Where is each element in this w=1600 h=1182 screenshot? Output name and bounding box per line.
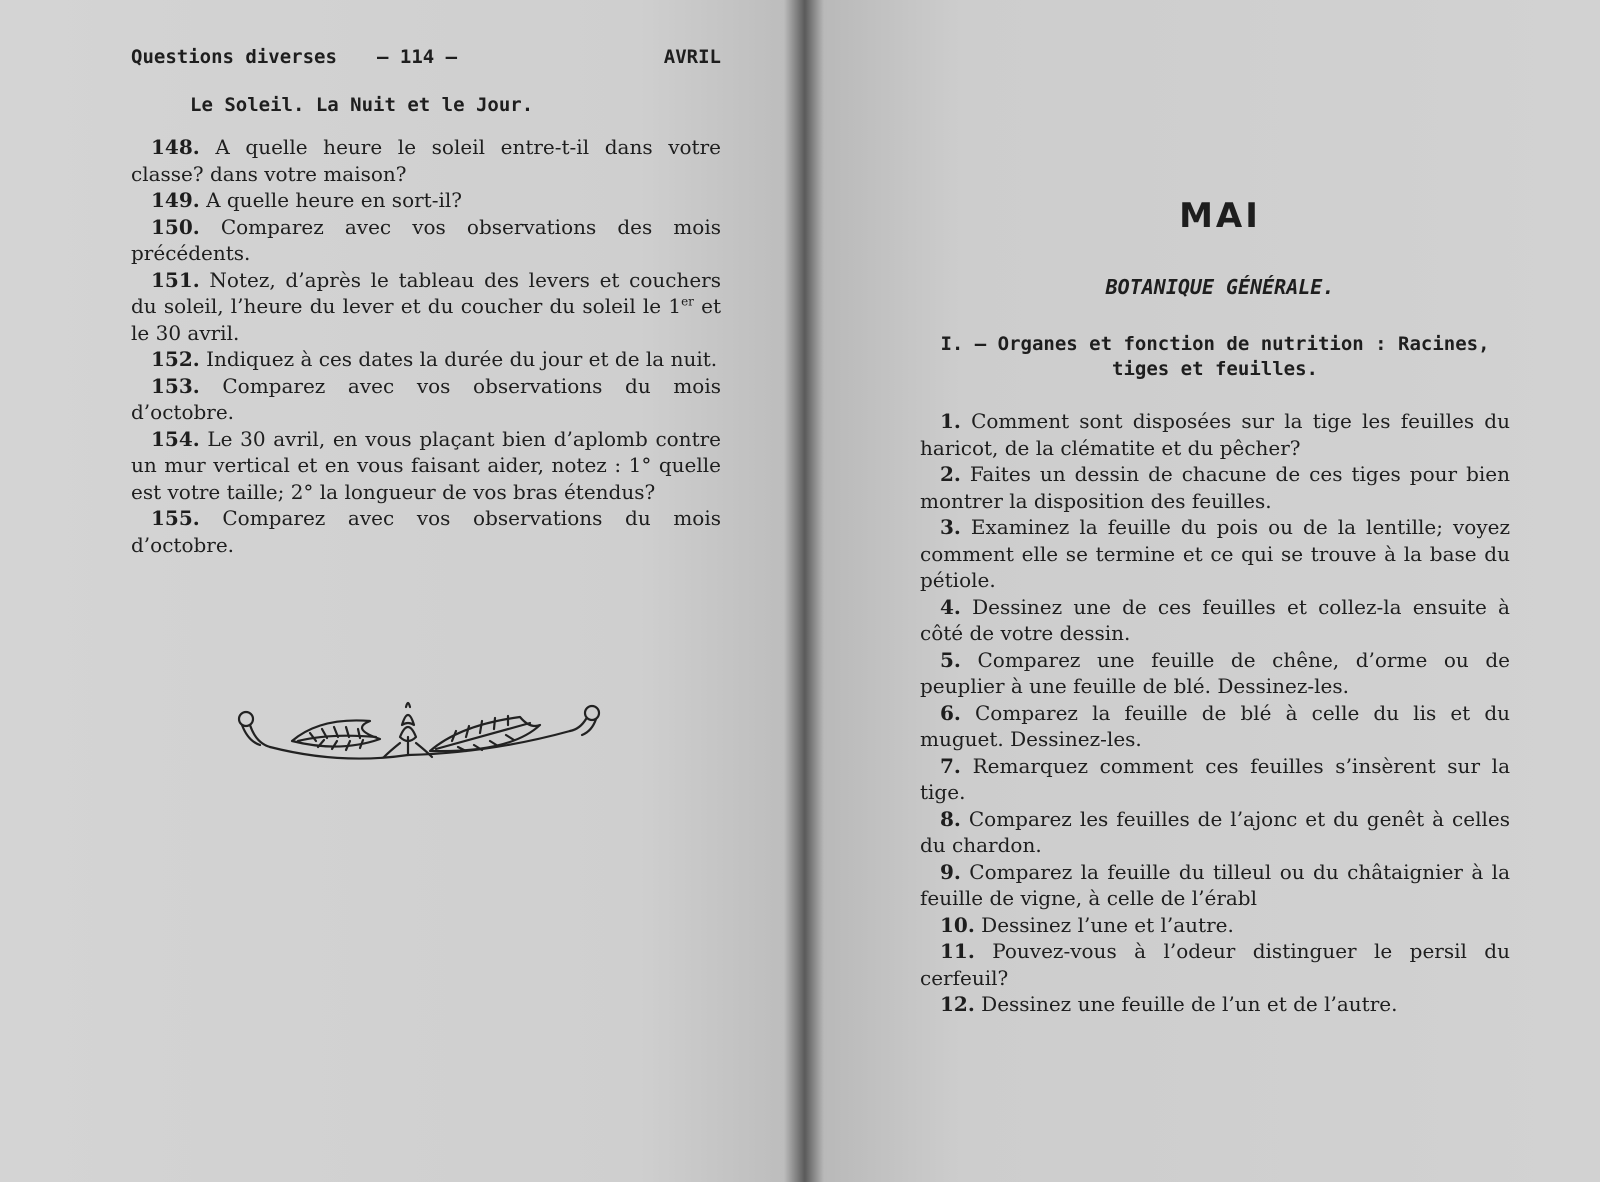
question-text: Dessinez une de ces feuilles et collez-la ensuite à côté de votre dessin.: [920, 594, 1510, 645]
question-number: 151.: [151, 267, 200, 292]
question-number: 148.: [151, 135, 200, 159]
question-text: Notez, d’après le tableau des levers et couchers du soleil, l’heure du lever et du coucher du soleil le 1: [131, 267, 721, 318]
question-number: 154.: [151, 426, 200, 451]
running-head-section: Questions diverses: [131, 46, 337, 68]
question-148: [131, 134, 721, 187]
question-5: [920, 647, 1510, 700]
question-text: Indiquez à ces dates la durée du jour et de la nuit.: [206, 347, 718, 371]
question-150: [131, 214, 721, 267]
question-number: 3.: [940, 515, 961, 539]
question-text: A quelle heure le soleil entre-t-il dans votre classe? dans votre maison?: [131, 135, 721, 186]
question-151: [131, 267, 721, 347]
running-head-month: AVRIL: [663, 46, 721, 68]
question-number: 2.: [940, 462, 961, 486]
question-number: 6.: [940, 700, 961, 725]
question-list: [131, 134, 721, 558]
question-text: Examinez la feuille du pois ou de la lentille; voyez comment elle se termine et ce qui se trouve à la base du pétiole.: [920, 515, 1511, 592]
subject-title: BOTANIQUE GÉNÉRALE.: [1105, 275, 1335, 299]
question-6: [920, 700, 1510, 753]
question-number: 4.: [940, 594, 961, 619]
question-text: Comparez la feuille du tilleul ou du châtaignier à la feuille de vigne, à celle de l’érabl: [920, 859, 1510, 910]
question-text: Comparez avec vos observations du mois d’octobre.: [131, 373, 721, 424]
question-number: 155.: [151, 506, 200, 530]
question-9: [920, 859, 1510, 912]
running-head: [131, 46, 721, 76]
section-heading: I. — Organes et fonction de nutrition : Racines, tiges et feuilles.: [940, 333, 1490, 380]
question-text: Remarquez comment ces feuilles s’insèrent sur la tige.: [920, 753, 1510, 804]
page-number: — 114 —: [377, 46, 458, 68]
question-number: 12.: [940, 992, 975, 1016]
question-text: A quelle heure en sort-il?: [206, 188, 462, 212]
question-152: [131, 346, 721, 373]
question-text: Faites un dessin de chacune de ces tiges pour bien montrer la disposition des feuilles.: [920, 462, 1510, 513]
question-text: Comparez les feuilles de l’ajonc et du genêt à celles du chardon.: [920, 806, 1510, 857]
question-text: Comparez une feuille de chêne, d’orme ou de peuplier à une feuille de blé. Dessinez-les.: [920, 647, 1511, 698]
question-text: Comparez avec vos observations du mois d’octobre.: [131, 506, 721, 557]
question-3: [920, 514, 1510, 594]
question-12: [920, 991, 1510, 1018]
question-text: Comparez avec vos observations des mois précédents.: [131, 214, 721, 265]
question-text: Le 30 avril, en vous plaçant bien d’aplomb contre un mur vertical et en vous faisant aider, notez : 1° quelle est votre taille; 2° la longueur de vos bras étendus?: [131, 426, 721, 504]
question-text: Pouvez-vous à l’odeur distinguer le persil du cerfeuil?: [920, 939, 1510, 990]
question-7: [920, 753, 1510, 806]
question-154: [131, 426, 721, 506]
question-1: [920, 408, 1510, 461]
question-number: 11.: [940, 939, 975, 963]
question-number: 1.: [940, 409, 961, 433]
question-number: 9.: [940, 859, 961, 884]
superscript: er: [681, 294, 694, 309]
question-number: 8.: [940, 806, 961, 831]
question-number: 153.: [151, 373, 200, 398]
question-text: Comparez la feuille de blé à celle du lis et du muguet. Dessinez-les.: [920, 700, 1510, 751]
question-2: [920, 461, 1510, 514]
question-4: [920, 594, 1510, 647]
question-text: Dessinez une feuille de l’un et de l’autre.: [981, 992, 1398, 1016]
question-text: Dessinez l’une et l’autre.: [981, 912, 1234, 937]
section-title: Le Soleil. La Nuit et le Jour.: [190, 94, 534, 116]
question-number: 150.: [151, 214, 200, 239]
question-155: [131, 505, 721, 558]
question-11: [920, 938, 1510, 991]
question-153: [131, 373, 721, 426]
question-8: [920, 806, 1510, 859]
leaf-ornament-icon: [230, 695, 620, 780]
question-10: [920, 912, 1510, 939]
question-number: 5.: [940, 647, 961, 672]
question-number: 7.: [940, 753, 961, 778]
question-number: 152.: [151, 347, 200, 371]
month-title: MAI: [1179, 196, 1261, 236]
question-number: 10.: [940, 912, 975, 937]
question-number: 149.: [151, 188, 200, 212]
question-149: [131, 187, 721, 214]
botany-question-list: [920, 408, 1510, 1018]
question-text: Comment sont disposées sur la tige les feuilles du haricot, de la clématite et du pêcher?: [920, 409, 1510, 460]
question-text-tail: et le 30 avril.: [131, 294, 721, 345]
